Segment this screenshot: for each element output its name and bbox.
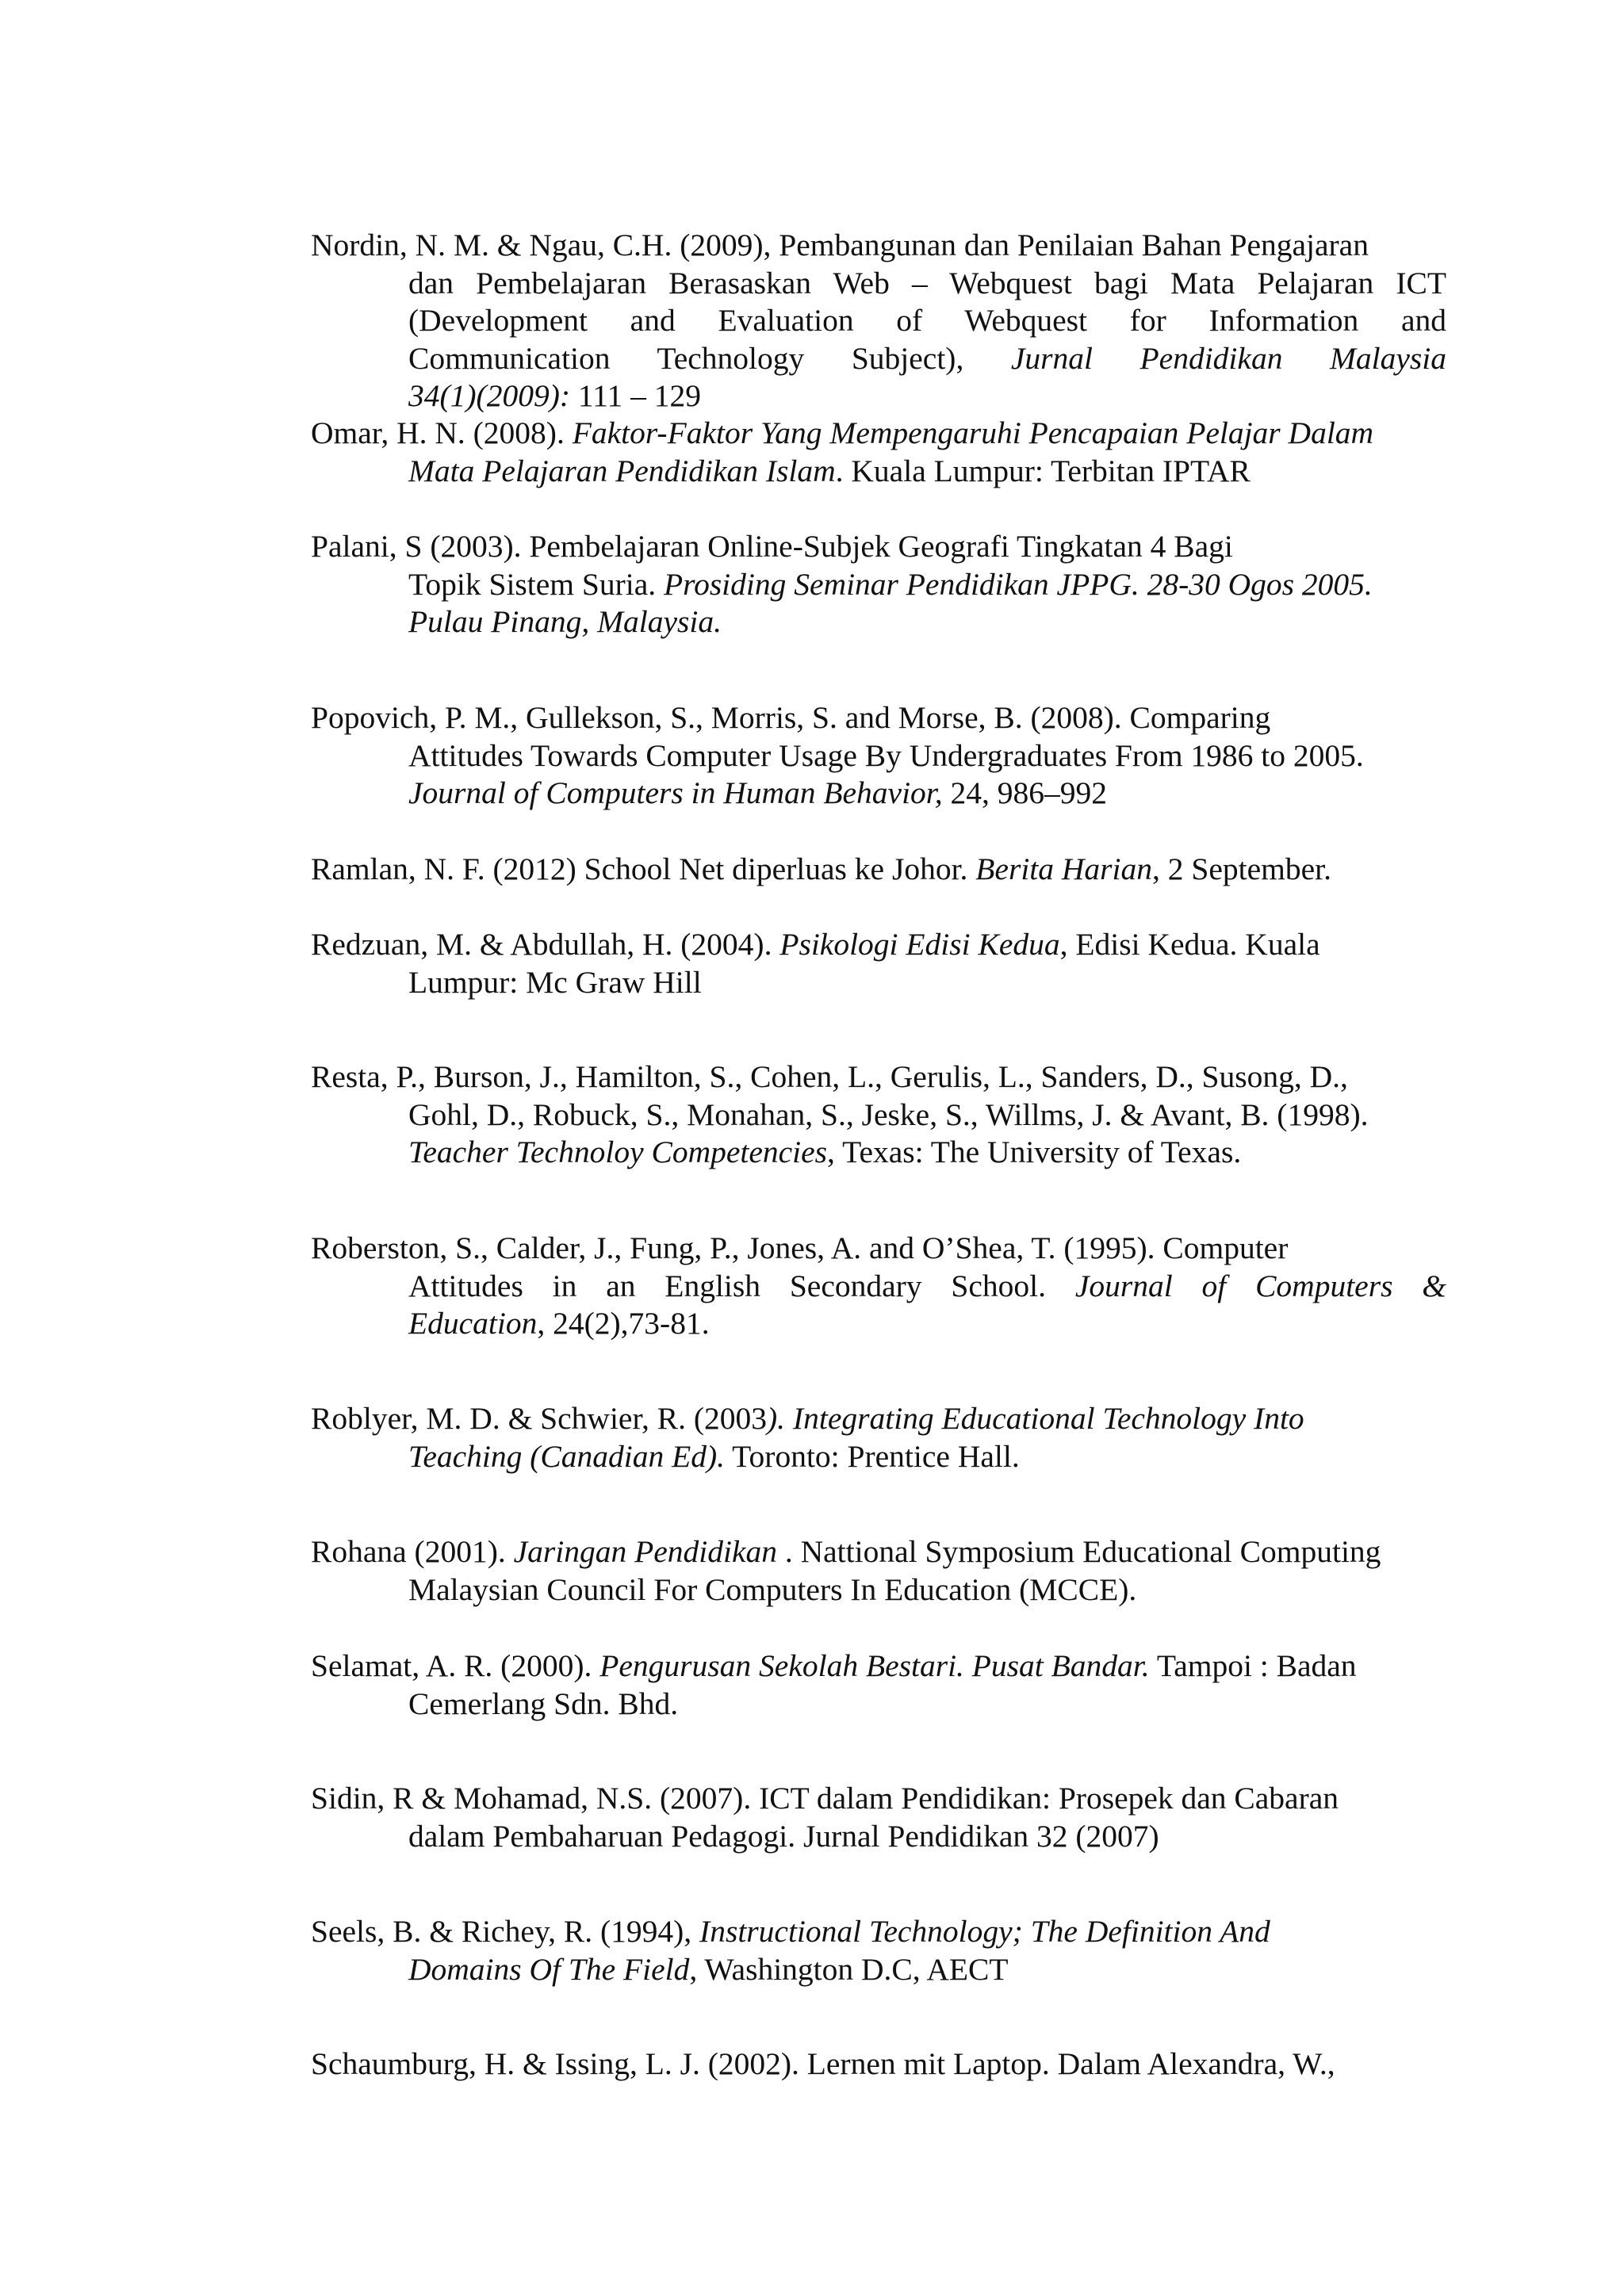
- reference-entry: [311, 926, 1446, 1001]
- reference-entry: [311, 699, 1446, 813]
- reference-text: dan Pembelajaran Berasaskan Web – Webquest bagi Mata Pelajaran ICT: [408, 265, 1446, 300]
- reference-first-line: [311, 1780, 1446, 1818]
- reference-entry: [311, 1230, 1446, 1343]
- reference-italic-text: Jurnal Pendidikan Malaysia: [1010, 340, 1446, 376]
- reference-text: Sidin, R & Mohamad, N.S. (2007). ICT dalam Pendidikan: Prosepek dan Cabaran: [311, 1781, 1339, 1816]
- reference-continuation-line: [311, 302, 1446, 340]
- reference-first-line: [311, 227, 1446, 265]
- reference-first-line: [311, 2045, 1446, 2084]
- reference-italic-text: Journal of Computers &: [1074, 1268, 1446, 1303]
- reference-text: , Edisi Kedua. Kuala: [1059, 927, 1320, 962]
- reference-italic-text: Domains Of The Field: [408, 1951, 690, 1987]
- reference-italic-text: Prosiding Seminar Pendidikan JPPG. 28-30 Ogos 2005.: [664, 566, 1373, 602]
- reference-text: Roblyer, M. D. & Schwier, R. (2003: [311, 1401, 768, 1436]
- reference-continuation-line: [311, 340, 1446, 378]
- reference-first-line: [311, 1913, 1446, 1951]
- reference-first-line: [311, 1533, 1446, 1571]
- reference-italic-text: 34(1)(2009):: [408, 378, 571, 413]
- reference-text: Tampoi : Badan: [1149, 1648, 1357, 1683]
- reference-text: Rohana (2001).: [311, 1534, 514, 1569]
- reference-text: , 24(2),73-81.: [537, 1306, 710, 1341]
- reference-text: , 2 September.: [1152, 851, 1332, 886]
- reference-text: Gohl, D., Robuck, S., Monahan, S., Jeske, S., Willms, J. & Avant, B. (1998).: [408, 1096, 1369, 1132]
- reference-first-line: [311, 528, 1446, 566]
- reference-text: Seels, B. & Richey, R. (1994),: [311, 1914, 700, 1949]
- reference-entry: [311, 851, 1446, 889]
- reference-italic-text: ). Integrating Educational Technology Into: [767, 1401, 1304, 1436]
- reference-continuation-line: [311, 1818, 1446, 1856]
- reference-entry: [311, 1780, 1446, 1855]
- reference-entry: [311, 1647, 1446, 1723]
- reference-text: (Development and Evaluation of Webquest for Information and: [408, 303, 1446, 338]
- reference-continuation-line: [311, 964, 1446, 1002]
- reference-italic-text: Pengurusan Sekolah Bestari. Pusat Bandar.: [599, 1648, 1150, 1683]
- reference-entry: [311, 227, 1446, 415]
- reference-first-line: [311, 1230, 1446, 1268]
- reference-text: Communication Technology Subject),: [408, 340, 1011, 376]
- reference-italic-text: Mata Pelajaran Pendidikan Islam: [408, 453, 836, 488]
- reference-text: Resta, P., Burson, J., Hamilton, S., Cohen, L., Gerulis, L., Sanders, D., Susong, D.,: [311, 1059, 1348, 1094]
- reference-continuation-line: [311, 1951, 1446, 1989]
- reference-italic-text: Teaching (Canadian Ed).: [408, 1438, 726, 1474]
- reference-first-line: [311, 1400, 1446, 1438]
- reference-continuation-line: [311, 377, 1446, 415]
- reference-text: Palani, S (2003). Pembelajaran Online-Subjek Geografi Tingkatan 4 Bagi: [311, 529, 1233, 564]
- reference-continuation-line: [311, 1268, 1446, 1306]
- reference-text: Schaumburg, H. & Issing, L. J. (2002). Lernen mit Laptop. Dalam Alexandra, W.,: [311, 2046, 1335, 2081]
- reference-continuation-line: [311, 265, 1446, 303]
- reference-text: dalam Pembaharuan Pedagogi. Jurnal Pendidikan 32 (2007): [408, 1818, 1159, 1854]
- reference-text: 111 – 129: [570, 378, 701, 413]
- reference-continuation-line: [311, 566, 1446, 604]
- reference-text: Redzuan, M. & Abdullah, H. (2004).: [311, 927, 780, 962]
- reference-entry: [311, 1533, 1446, 1609]
- reference-text: Popovich, P. M., Gullekson, S., Morris, S. and Morse, B. (2008). Comparing: [311, 700, 1271, 735]
- reference-entry: [311, 1400, 1446, 1475]
- reference-first-line: [311, 1647, 1446, 1686]
- reference-text: . Kuala Lumpur: Terbitan IPTAR: [835, 453, 1251, 488]
- reference-text: Cemerlang Sdn. Bhd.: [408, 1686, 679, 1721]
- reference-text: Ramlan, N. F. (2012) School Net diperluas ke Johor.: [311, 851, 976, 886]
- reference-text: Attitudes in an English Secondary School.: [408, 1268, 1075, 1303]
- reference-italic-text: Instructional Technology; The Definition And: [699, 1914, 1270, 1949]
- reference-text: Topik Sistem Suria.: [408, 566, 665, 602]
- reference-continuation-line: [311, 1096, 1446, 1135]
- reference-continuation-line: [311, 1438, 1446, 1476]
- reference-continuation-line: [311, 1134, 1446, 1172]
- reference-italic-text: Jaringan Pendidikan: [513, 1534, 777, 1569]
- reference-italic-text: Education: [408, 1306, 538, 1341]
- reference-text: 24, 986–992: [942, 775, 1108, 810]
- reference-text: Nordin, N. M. & Ngau, C.H. (2009), Pembangunan dan Penilaian Bahan Pengajaran: [311, 228, 1369, 262]
- reference-text: , Texas: The University of Texas.: [827, 1135, 1242, 1169]
- reference-continuation-line: [311, 1686, 1446, 1724]
- reference-italic-text: Faktor-Faktor Yang Mempengaruhi Pencapaian Pelajar Dalam: [572, 415, 1374, 450]
- reference-entry: [311, 415, 1446, 490]
- reference-first-line: [311, 699, 1446, 737]
- reference-entry: [311, 2045, 1446, 2084]
- reference-text: Malaysian Council For Computers In Education (MCCE).: [408, 1571, 1137, 1607]
- reference-first-line: [311, 1058, 1446, 1096]
- reference-entry: [311, 1058, 1446, 1172]
- reference-text: , Washington D.C, AECT: [689, 1951, 1009, 1987]
- reference-italic-text: Pulau Pinang, Malaysia.: [408, 604, 722, 639]
- reference-italic-text: Berita Harian: [975, 851, 1153, 886]
- reference-text: Attitudes Towards Computer Usage By Undergraduates From 1986 to 2005.: [408, 737, 1364, 773]
- reference-continuation-line: [311, 1571, 1446, 1609]
- reference-first-line: [311, 851, 1446, 889]
- reference-continuation-line: [311, 453, 1446, 491]
- reference-first-line: [311, 926, 1446, 964]
- reference-text: . Nattional Symposium Educational Computing: [777, 1534, 1381, 1569]
- reference-text: Omar, H. N. (2008).: [311, 415, 573, 450]
- reference-text: Toronto: Prentice Hall.: [725, 1438, 1020, 1474]
- reference-text: Lumpur: Mc Graw Hill: [408, 964, 702, 1000]
- reference-continuation-line: [311, 737, 1446, 775]
- reference-entry: [311, 1913, 1446, 1988]
- reference-entry: [311, 528, 1446, 641]
- reference-italic-text: Teacher Technoloy Competencies: [408, 1135, 828, 1169]
- reference-italic-text: Psikologi Edisi Kedua: [779, 927, 1060, 962]
- reference-continuation-line: [311, 775, 1446, 813]
- reference-first-line: [311, 415, 1446, 453]
- reference-continuation-line: [311, 1305, 1446, 1343]
- reference-text: Selamat, A. R. (2000).: [311, 1648, 600, 1683]
- reference-continuation-line: [311, 603, 1446, 641]
- reference-italic-text: Journal of Computers in Human Behavior,: [408, 775, 943, 810]
- reference-text: Roberston, S., Calder, J., Fung, P., Jones, A. and O’Shea, T. (1995). Computer: [311, 1230, 1289, 1265]
